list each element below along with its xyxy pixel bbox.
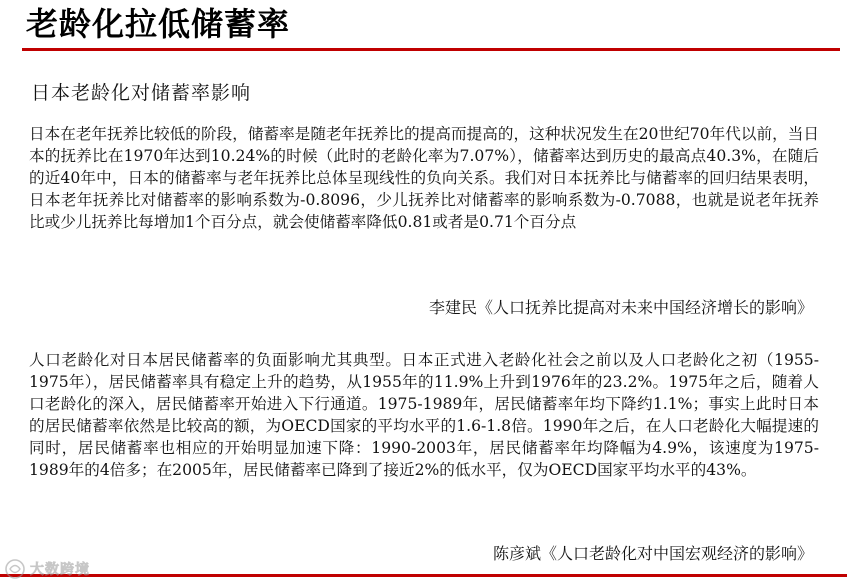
paragraph-1: 日本在老年抚养比较低的阶段，储蓄率是随老年抚养比的提高而提高的，这种状况发生在20世纪70年代以前，当日本的抚养比在1970年达到10.24%的时候（此时的老龄化率为7.07%），储蓄率达到历史的最高点40.3%，在随后的近40年中，日本的储蓄率与老年抚养比总体呈现线性的负向关系。我们对日本抚养比与储蓄率的回归结果表明，日本老年抚养比对储蓄率的影响系数为-0.8096，少儿抚养比对储蓄率的影响系数为-0.7088，也就是说老年抚养比或少儿抚养比每增加1个百分点，就会使储蓄率降低0.81或者是0.71个百分点 (29, 125, 819, 231)
watermark-text: 大数跨境 (30, 562, 90, 578)
footer-divider (0, 574, 847, 577)
section-heading: 日本老龄化对储蓄率影响 (31, 82, 252, 104)
title-divider (22, 48, 840, 51)
watermark (4, 558, 90, 580)
watermark-logo-icon (4, 558, 26, 580)
source-citation-1: 李建民《人口抚养比提高对未来中国经济增长的影响》 (428, 298, 813, 317)
paragraph-2: 人口老龄化对日本居民储蓄率的负面影响尤其典型。日本正式进入老龄化社会之前以及人口老龄化之初（1955-1975年），居民储蓄率具有稳定上升的趋势，从1955年的11.9%上升到1976年的23.2%。1975年之后，随着人口老龄化的深入，居民储蓄率开始进入下行通道。1975-1989年，居民储蓄率年均下降约1.1%；事实上此时日本的居民储蓄率依然是比较高的额，为OECD国家的平均水平的1.6-1.8倍。1990年之后，在人口老龄化大幅提速的同时，居民储蓄率也相应的开始明显加速下降：1990-2003年，居民储蓄率年均降幅为4.9%，该速度为1975-1989年的4倍多；在2005年，居民储蓄率已降到了接近2%的低水平，仅为OECD国家平均水平的43%。 (29, 351, 819, 479)
source-citation-2: 陈彦斌《人口老龄化对中国宏观经济的影响》 (492, 544, 813, 563)
page-title: 老龄化拉低储蓄率 (26, 5, 291, 43)
